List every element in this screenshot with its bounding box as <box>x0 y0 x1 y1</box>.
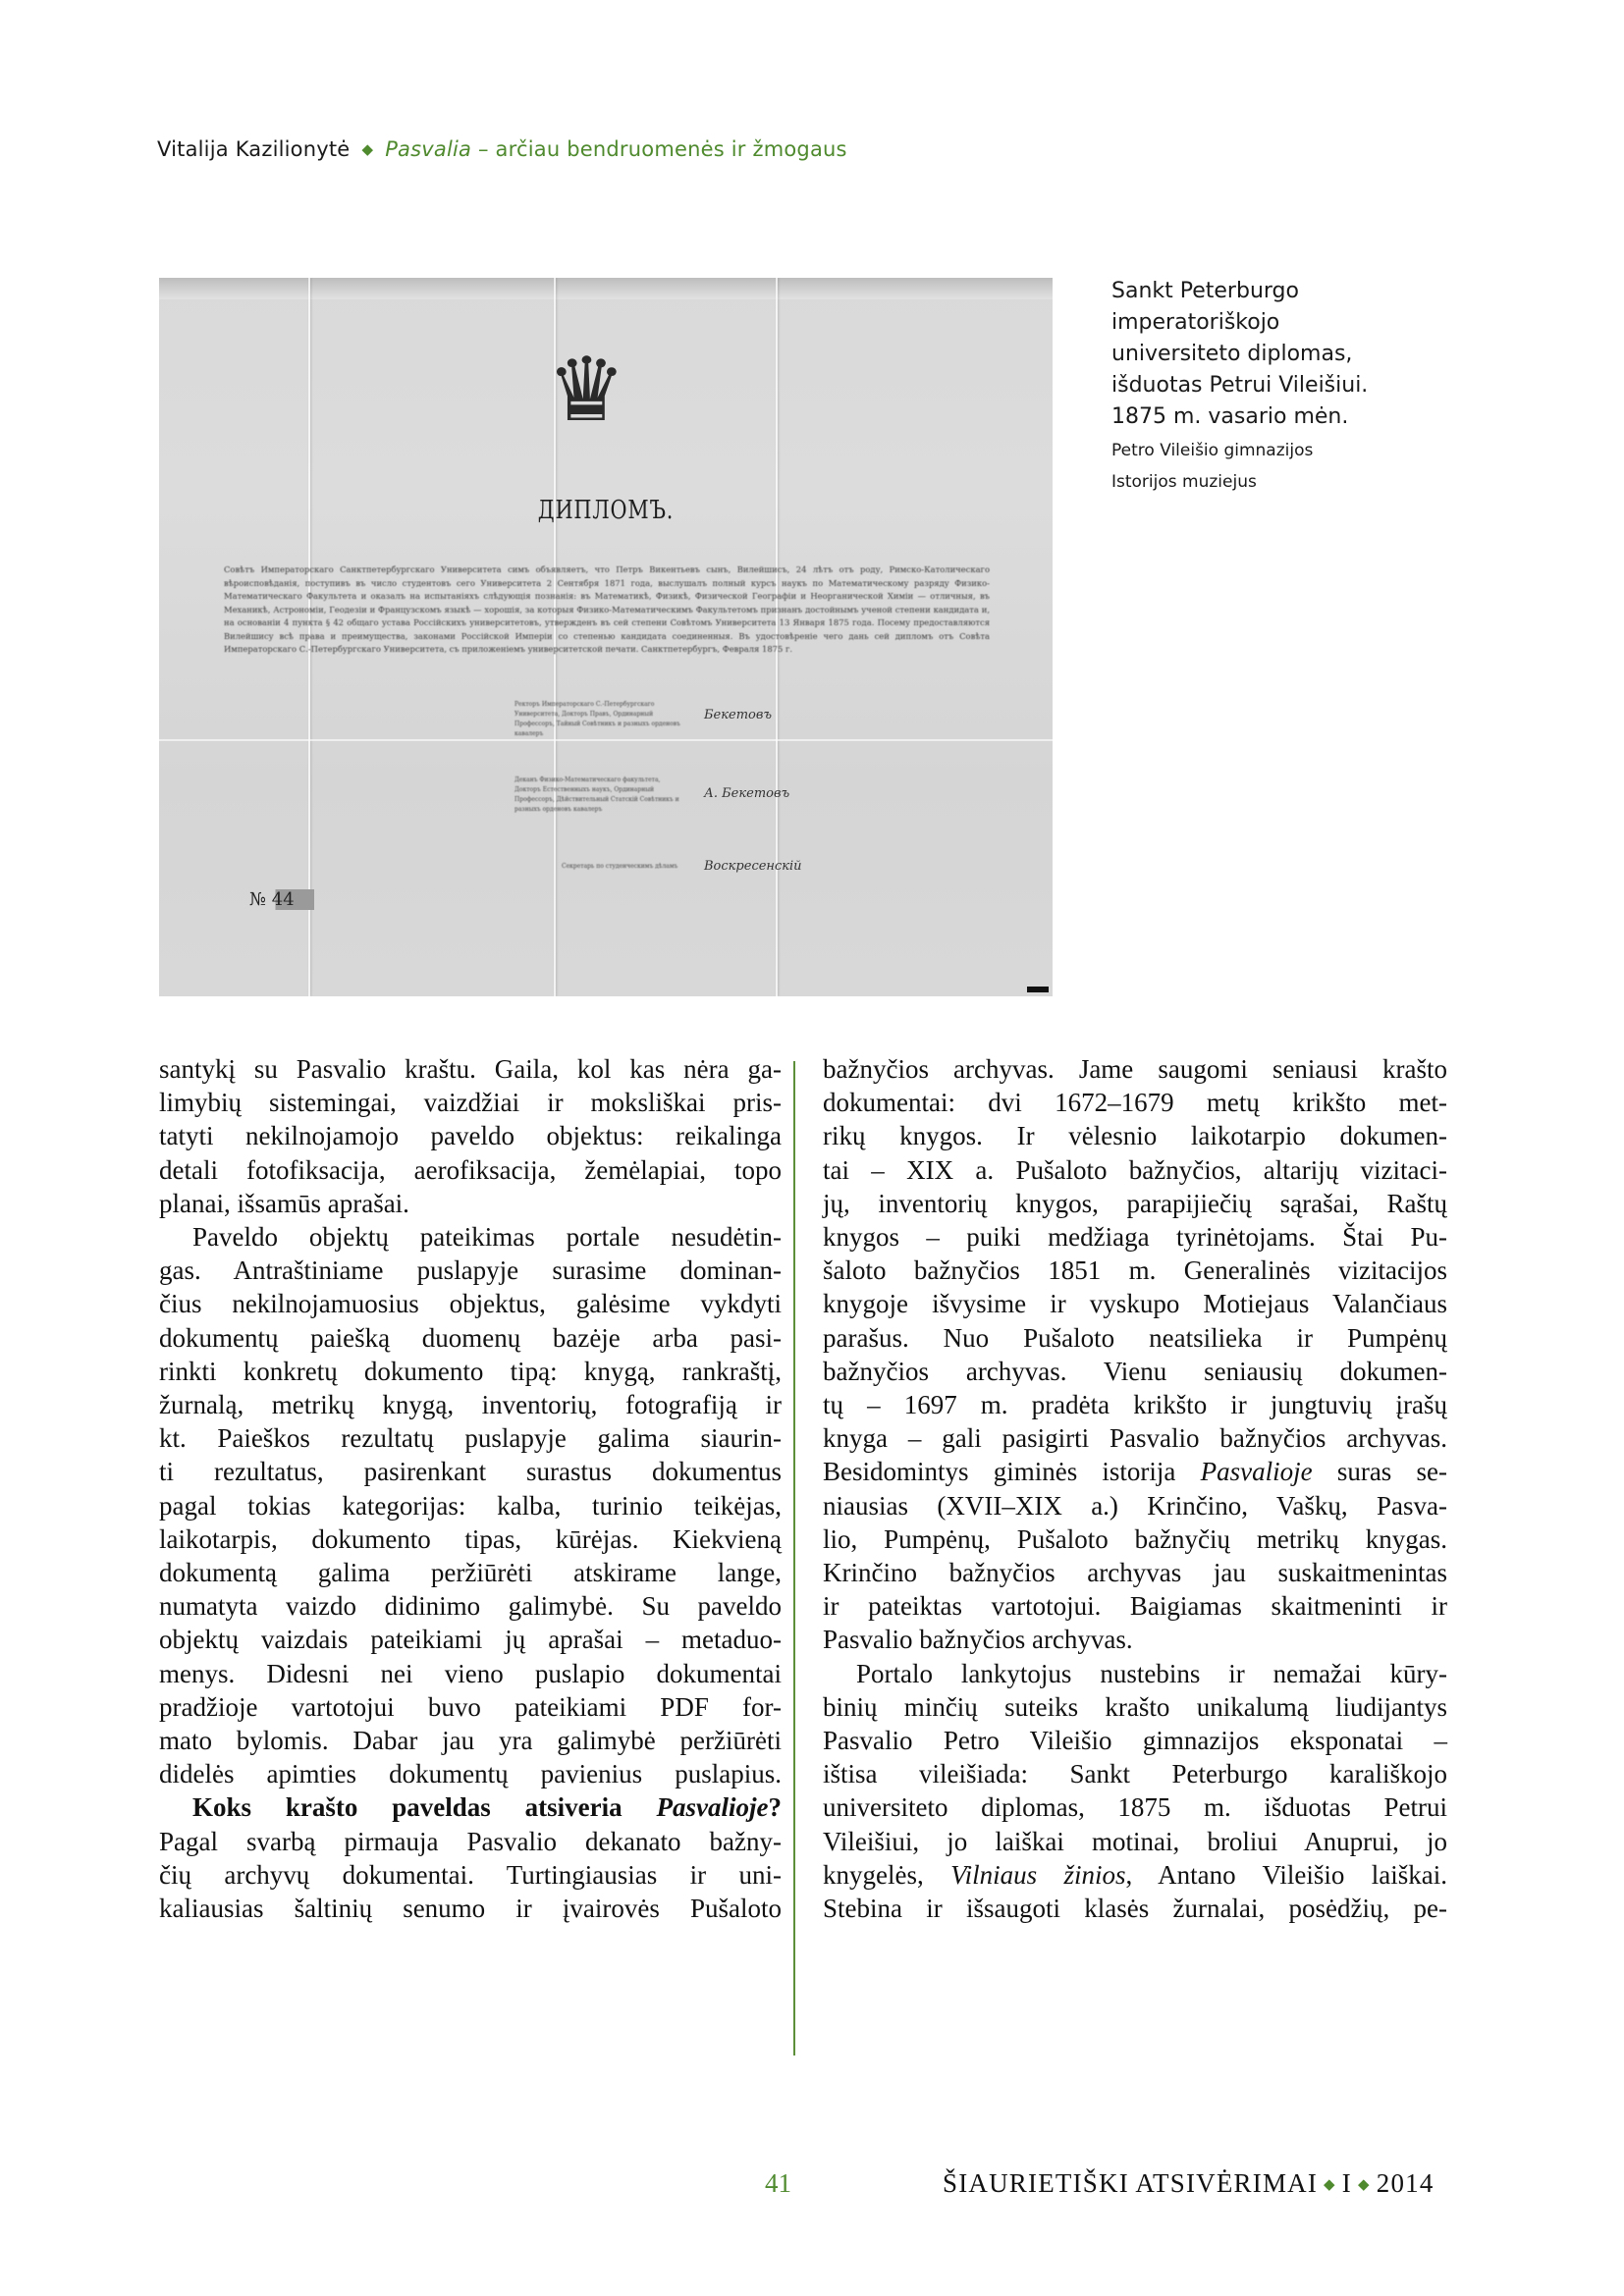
text-run: knygelės, <box>823 1859 951 1890</box>
diploma-heading: ДИПЛОМЪ. <box>537 496 675 525</box>
diploma-signature-role: Ректоръ Императорскаго С.-Петербургскаго Университета, Докторъ Правъ, Ординарный Профессоръ, Тайный Совѣтникъ и разныхъ орденовъ кавалеръ <box>514 701 680 737</box>
text-line: tų – 1697 m. pradėta krikšto ir jungtuvių įrašų <box>823 1390 1447 1420</box>
journal-title: ŠIAURIETIŠKI ATSIVĖRIMAI <box>943 2168 1319 2198</box>
caption-line: imperatoriškojo <box>1111 310 1280 335</box>
text-line: pradžioje vartotojui buvo pateikiami PDF for- <box>159 1691 782 1722</box>
page-number: 41 <box>765 2168 791 2198</box>
column-divider <box>793 1061 795 2056</box>
text-line: universiteto diplomas, 1875 m. išduotas Petrui <box>823 1792 1447 1823</box>
running-head <box>157 137 847 161</box>
text-line: menys. Didesni nei vieno puslapio dokumentai <box>159 1658 782 1688</box>
text-line: tai – XIX a. Pušaloto bažnyčios, altarijų vizitaci- <box>823 1154 1447 1185</box>
caption-main <box>1111 276 1426 433</box>
diploma-signature: Воскресенскій <box>704 859 802 874</box>
photo-fold-line <box>159 739 1053 741</box>
text-line: žurnalą, metrikų knygą, inventorių, fotografiją ir <box>159 1390 782 1420</box>
text-line: rinkti konkretų dokumento tipą: knygą, rankraštį, <box>159 1356 782 1386</box>
text-line: knyga – gali pasigirti Pasvalio bažnyčios archyvas. <box>823 1423 1447 1454</box>
text-line: lio, Pumpėnų, Pušaloto bažnyčių metrikų knygas. <box>823 1523 1447 1554</box>
diploma-signature: А. Бекетовъ <box>704 786 790 801</box>
photo-top-crease <box>159 278 1053 299</box>
text-line: parašus. Nuo Pušaloto neatsilieka ir Pumpėnų <box>823 1322 1447 1353</box>
photo-scale-mark <box>1027 987 1049 992</box>
text-line: bažnyčios archyvas. Vienu seniausių dokumen- <box>823 1356 1447 1386</box>
caption-credit <box>1111 435 1426 498</box>
text-line: dokumentai: dvi 1672–1679 metų krikšto met- <box>823 1088 1447 1118</box>
left-column <box>159 1052 782 1925</box>
text-line: bažnyčios archyvas. Jame saugomi seniausi krašto <box>823 1054 1447 1084</box>
question-bold: Koks krašto paveldas atsiveria <box>192 1792 657 1823</box>
text-line: Pasvalio Petro Vileišio gimnazijos eksponatai – <box>823 1726 1447 1756</box>
text-line: niausias (XVII–XIX a.) Krinčino, Vaškų, Pasva- <box>823 1490 1447 1521</box>
diploma-signature-role: Секретарь по студенческимъ дѣламъ <box>562 863 678 870</box>
diamond-icon: ◆ <box>1324 2177 1336 2193</box>
question-italic: Pasvalioje <box>656 1792 769 1823</box>
author-name: Vitalija Kazilionytė <box>157 137 351 161</box>
text-line: Krinčino bažnyčios archyvas jau suskaitmenintas <box>823 1558 1447 1588</box>
text-line: dokumentą galima peržiūrėti atskirame lange, <box>159 1558 782 1588</box>
text-line: Pagal svarbą pirmauja Pasvalio dekanato bažny- <box>159 1826 782 1856</box>
text-line: binių minčių suteiks krašto unikalumą liudijantys <box>823 1691 1447 1722</box>
text-run-italic: Vilniaus žinios <box>950 1859 1126 1890</box>
caption-line: universiteto diplomas, <box>1111 342 1353 366</box>
text-line: kt. Paieškos rezultatų puslapyje galima siaurin- <box>159 1423 782 1454</box>
text-line: Vileišiui, jo laiškai motinai, broliui Anuprui, jo <box>823 1826 1447 1856</box>
text-line: ti rezultatus, pasirenkant surastus dokumentus <box>159 1457 782 1487</box>
text-run-italic: Pasvalioje <box>1200 1457 1313 1487</box>
text-line: tatyti nekilnojamojo paveldo objektus: reikalinga <box>159 1121 782 1151</box>
text-line: Pasvalio bažnyčios archyvas. <box>823 1625 1133 1655</box>
text-line: čių archyvų dokumentai. Turtingiausias ir uni- <box>159 1859 782 1890</box>
text-line: jų, inventorių knygos, parapijiečių sąrašai, Raštų <box>823 1188 1447 1218</box>
journal-info <box>943 2168 1435 2199</box>
text-line: detali fotofiksacija, aerofiksacija, žemėlapiai, topo <box>159 1154 782 1185</box>
journal-year: 2014 <box>1376 2168 1435 2198</box>
text-line: limybių sistemingai, vaizdžiai ir moksliškai pris- <box>159 1088 782 1118</box>
text-line: santykį su Pasvalio kraštu. Gaila, kol kas nėra ga- <box>159 1054 782 1084</box>
diploma-signature-role: Деканъ Физико-Математическаго факультета, Докторъ Естественныхъ наукъ, Ординарный Профессоръ, Дѣйствительный Статскій Совѣтникъ и разныхъ орденовъ кавалеръ <box>514 776 679 813</box>
text-line: knygos – puiki medžiaga tyrinėtojams. Štai Pu- <box>823 1222 1447 1253</box>
text-line: Stebina ir išsaugoti klasės žurnalai, posėdžių, pe- <box>823 1894 1447 1924</box>
paragraph <box>159 1052 782 1220</box>
text-line: numatyta vaizdo didinimo galimybė. Su paveldo <box>159 1591 782 1622</box>
text-line: ištisa vileišiada: Sankt Peterburgo karališkojo <box>823 1759 1447 1789</box>
article-title <box>385 137 846 161</box>
paragraph <box>159 1790 782 1925</box>
diploma-body-text: Совѣтъ Императорскаго Санктпетербургскаго Университета симъ объявляетъ, что Петръ Викентьевъ сынъ, Вилейшисъ, 24 лѣтъ отъ роду, Римско-Католическаго вѣроисповѣданія, поступивъ въ число студентовъ сего Университета 2 Сентября 1871 года, выслушалъ полный курсъ наукъ по Математическому разряду Физико-Математическаго Факультета и оказалъ на испытаніяхъ слѣдующія познанія: въ Математикѣ, Физикѣ, Физической Географіи и Неорганической Химіи — отличныя, въ Механикѣ, Астрономіи, Геодезіи и Французскомъ языкѣ — хорошія, за которыя Физико-Математическимъ Факультетомъ признанъ достойнымъ ученой степени кандидата и, на основаніи 4 пункта § 42 общаго устава Россійскихъ университетовъ, утвержденъ въ сей степени Совѣтомъ Университета 13 Января 1875 года. Посему предоставляются Вилейшису всѣ права и преимущества, законами Россійской Имперіи со степенью кандидата соединенныя. Въ удостовѣреніе чего дань сей дипломъ отъ Совѣта Императорскаго С.-Петербургскаго Университета, съ приложеніемъ университетской печати. Санктпетербургъ, Февраля 1875 г. <box>224 564 990 654</box>
text-run: suras se- <box>1312 1457 1447 1487</box>
text-line: objektų vaizdais pateikiami jų aprašai – metaduo- <box>159 1625 782 1655</box>
diploma-number-mark: № 44 <box>249 889 314 910</box>
diploma-photo <box>159 278 1053 996</box>
journal-issue: I <box>1341 2168 1352 2198</box>
article-title-italic: Pasvalia <box>385 137 472 161</box>
caption-credit-line: Istorijos muziejus <box>1111 472 1257 492</box>
text-run: Besidomintys giminės istorija <box>823 1457 1201 1487</box>
text-run: , Antano Vileišio laiškai. <box>1125 1859 1447 1890</box>
diamond-icon: ◆ <box>1358 2177 1371 2193</box>
paragraph <box>823 1657 1447 1926</box>
text-line: šaloto bažnyčios 1851 m. Generalinės vizitacijos <box>823 1255 1447 1286</box>
text-line: Paveldo objektų pateikimas portale nesudėtin- <box>192 1222 782 1253</box>
text-line: didelės apimties dokumentų pavienius puslapius. <box>159 1759 782 1789</box>
diploma-signature: Бекетовъ <box>704 708 773 722</box>
paragraph <box>159 1220 782 1790</box>
caption-line: išduotas Petrui Vileišiui. <box>1111 373 1369 398</box>
right-column <box>823 1052 1447 1925</box>
text-line: knygoje išvysime ir vyskupo Motiejaus Valančiaus <box>823 1289 1447 1319</box>
caption-line: Sankt Peterburgo <box>1111 279 1299 303</box>
text-line: pagal tokias kategorijas: kalba, turinio teikėjas, <box>159 1490 782 1521</box>
text-line: kaliausias šaltinių senumo ir įvairovės Pušaloto <box>159 1894 782 1924</box>
text-line: Portalo lankytojus nustebins ir nemažai kūry- <box>856 1658 1447 1688</box>
text-line <box>823 1455 1447 1488</box>
caption-line: 1875 m. vasario mėn. <box>1111 404 1349 429</box>
diamond-icon: ◆ <box>361 140 374 158</box>
text-line <box>823 1858 1447 1892</box>
question-end: ? <box>768 1792 782 1823</box>
text-line: ir pateiktas vartotojui. Baigiamas skaitmeninti ir <box>823 1591 1447 1622</box>
text-line: mato bylomis. Dabar jau yra galimybė peržiūrėti <box>159 1726 782 1756</box>
text-line: dokumentų paiešką duomenų bazėje arba pasi- <box>159 1322 782 1353</box>
section-question <box>159 1790 782 1824</box>
paragraph <box>823 1052 1447 1657</box>
text-line: planai, išsamūs aprašai. <box>159 1188 409 1218</box>
text-line: gas. Antraštiniame puslapyje surasime dominan- <box>159 1255 782 1286</box>
article-title-rest: – arčiau bendruomenės ir žmogaus <box>471 137 847 161</box>
figure-caption <box>1111 276 1426 498</box>
caption-credit-line: Petro Vileišio gimnazijos <box>1111 441 1314 460</box>
text-line: laikotarpis, dokumento tipas, kūrėjas. Kiekvieną <box>159 1523 782 1554</box>
text-line: rikų knygos. Ir vėlesnio laikotarpio dokumen- <box>823 1121 1447 1151</box>
double-headed-eagle-icon: ♛ <box>547 339 626 442</box>
text-line: čius nekilnojamuosius objektus, galėsime vykdyti <box>159 1289 782 1319</box>
